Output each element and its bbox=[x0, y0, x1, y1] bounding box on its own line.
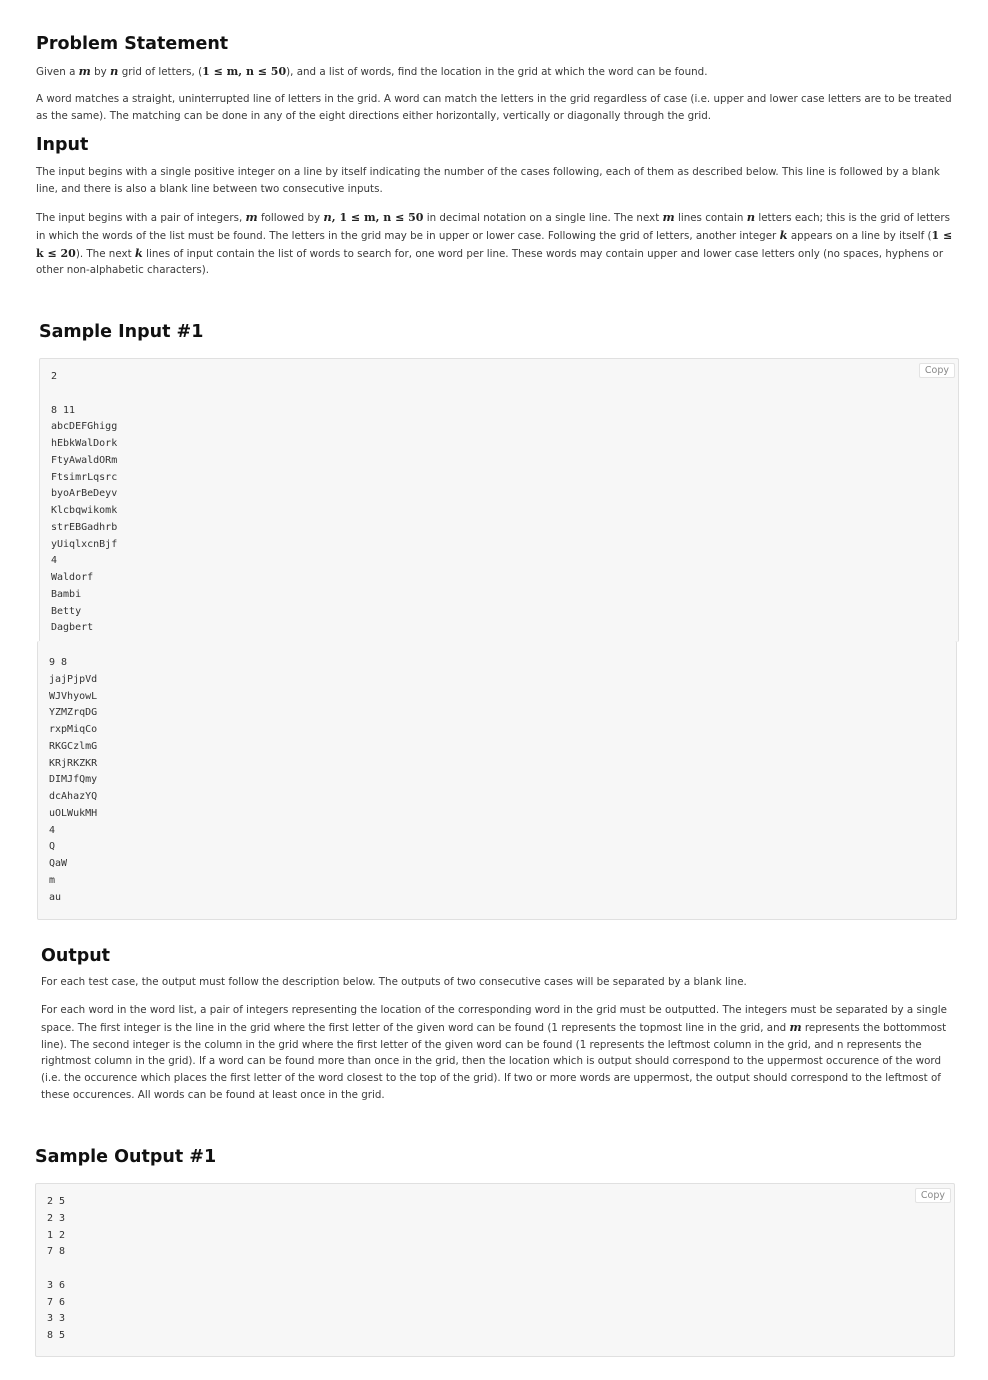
constraint-math: 1 ≤ m, n ≤ 50 bbox=[202, 65, 287, 78]
sample-input-codebox-upper bbox=[39, 358, 959, 642]
sample-output-heading: Sample Output #1 bbox=[35, 1147, 217, 1167]
output-paragraph-1: For each test case, the output must follow the description below. The outputs of two consecutive cases will be separated by a blank line. bbox=[41, 976, 747, 988]
output-paragraph-2: For each word in the word list, a pair of integers representing the location of the corresponding word in the grid must be outputted. The integers must be separated by a single space. The first integer is the line in the grid where the first letter of the given word can be found (1 represents the topmost line in the grid, and m represents the bottommost line). The second integer is the column in the grid where the first letter of the given word can be found (1 represents the leftmost column in the grid, and n represents the rightmost column in the grid). If a word can be found more than once in the grid, then the location which is output should correspond to the uppermost occurence of the word (i.e. the occurence which places the first letter of the word closest to the top of the grid). If two or more words are uppermost, the output should correspond to the leftmost of these occurences. All words can be found at least once in the grid. bbox=[41, 1004, 947, 1101]
input-heading: Input bbox=[36, 135, 89, 155]
output-heading: Output bbox=[41, 946, 111, 966]
problem-paragraph-2: A word matches a straight, uninterrupted line of letters in the grid. A word can match the letters in the grid regardless of case (i.e. upper and lower case letters are to be treated as the same). The matching can be done in any of the eight directions either horizontally, vertically or diagonally through the grid. bbox=[36, 93, 952, 122]
sample-input-code-part1: 2 8 11 abcDEFGhigg hEbkWalDork FtyAwaldORm FtsimrLqsrc byoArBeDeyv Klcbqwikomk strEBGadhrb yUiqlxcnBjf 4 Waldorf Bambi Betty Dagbert bbox=[51, 371, 118, 634]
sample-input-code-part2: 9 8 jajPjpVd WJVhyowL YZMZrqDG rxpMiqCo RKGCzlmG KRjRKZKR DIMJfQmy dcAhazYQ uOLWukMH 4 Q QaW m au bbox=[49, 657, 98, 903]
sample-output-codebox bbox=[35, 1183, 955, 1357]
sample-input-codebox-lower bbox=[37, 641, 957, 920]
problem-paragraph-1: Given a m by n grid of letters, (1 ≤ m, n ≤ 50), and a list of words, find the location in the grid at which the word can be found. bbox=[36, 64, 708, 78]
sample-output-copy-button[interactable]: Copy bbox=[915, 1188, 951, 1203]
input-paragraph-1: The input begins with a single positive integer on a line by itself indicating the number of the cases following, each of them as described below. This line is followed by a blank line, and there is also a blank line between two consecutive inputs. bbox=[36, 166, 940, 195]
sample-input-heading: Sample Input #1 bbox=[39, 322, 204, 342]
sample-input-copy-button[interactable]: Copy bbox=[919, 363, 955, 378]
problem-statement-heading: Problem Statement bbox=[36, 34, 229, 54]
input-paragraph-2: The input begins with a pair of integers, m followed by n, 1 ≤ m, n ≤ 50 in decimal notation on a single line. The next m lines contain n letters each; this is the grid of letters in which the words of the list must be found. The letters in the grid may be in upper or lower case. Following the grid of letters, another integer k appears on a line by itself (1 ≤ k ≤ 20). The next k lines of input contain the list of words to search for, one word per line. These words may contain upper and lower case letters only (no spaces, hyphens or other non-alphabetic characters). bbox=[36, 210, 953, 277]
sample-output-code: 2 5 2 3 1 2 7 8 3 6 7 6 3 3 8 5 bbox=[47, 1196, 66, 1341]
